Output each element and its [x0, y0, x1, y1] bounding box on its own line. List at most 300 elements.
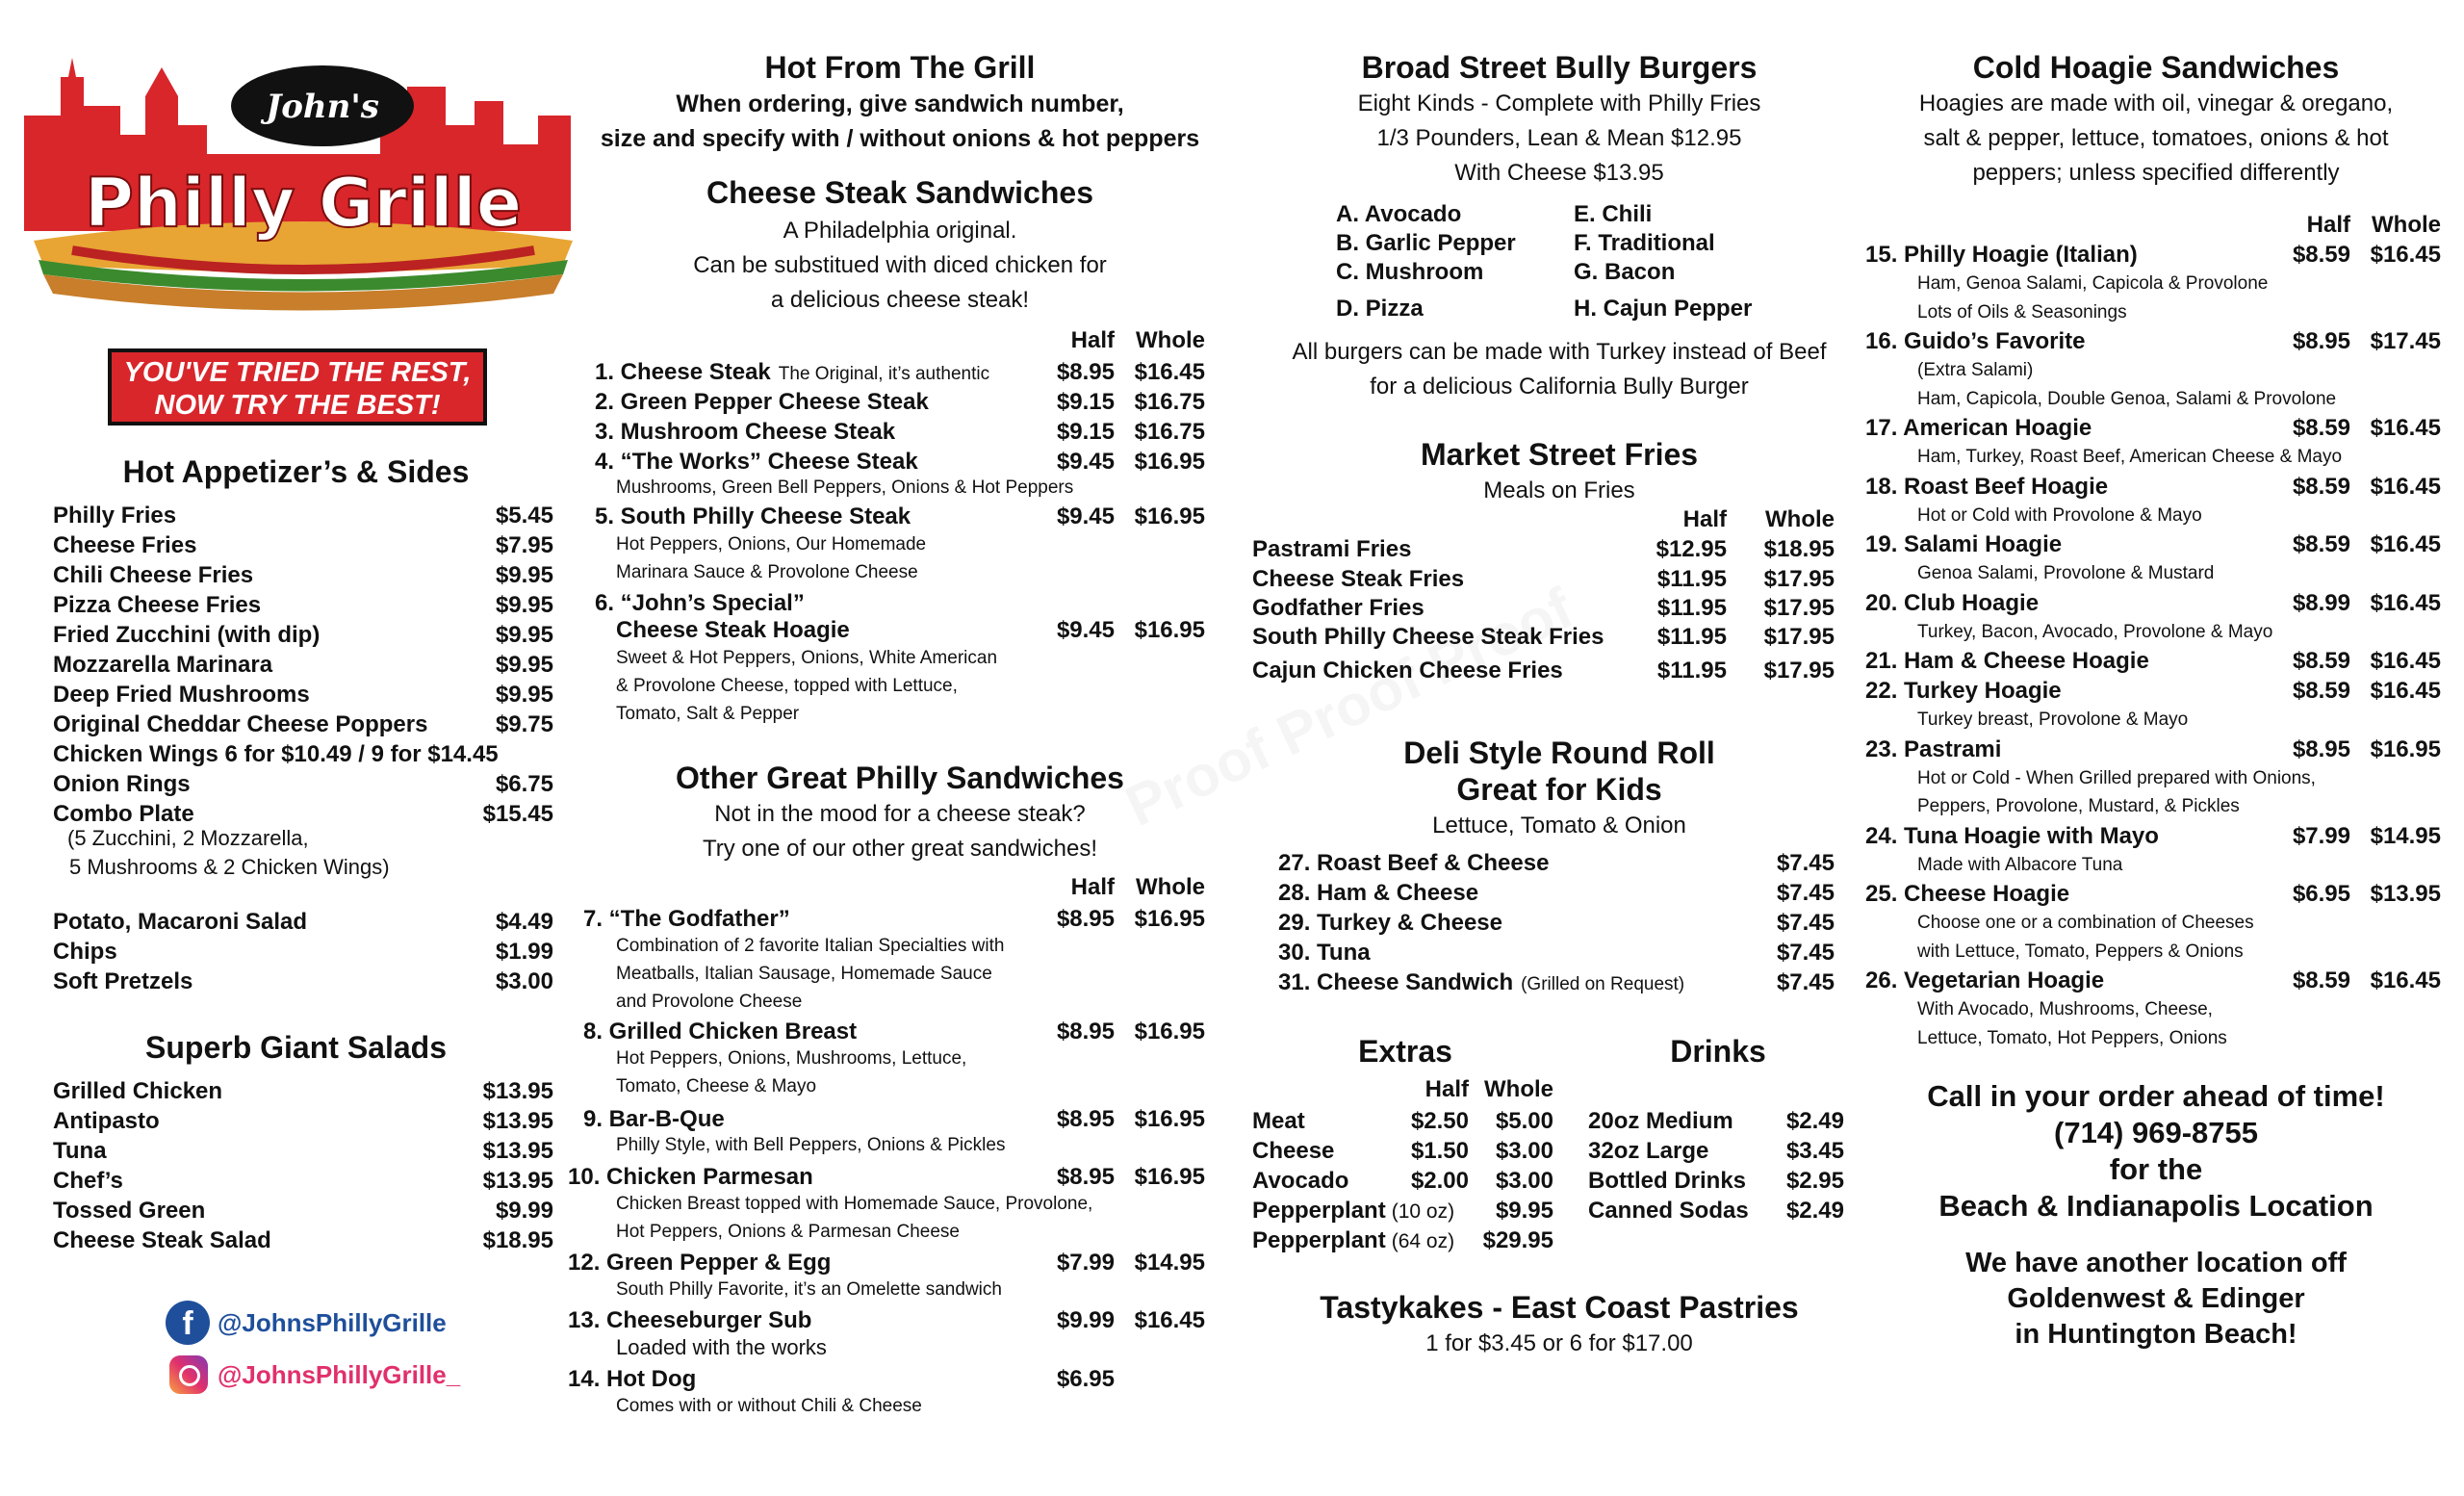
appetizer-item[interactable] — [53, 621, 320, 650]
fries-item[interactable] — [1252, 535, 1411, 564]
cheesesteak-item[interactable] — [595, 418, 895, 447]
deli-item-name: 30. Tuna — [1278, 940, 1371, 966]
callout-location: Beach & Indianapolis Location — [1938, 1189, 2374, 1223]
hoagie-whole-price: $16.45 — [2370, 531, 2441, 557]
hoagies-line-1: Hoagies are made with oil, vinegar & oregano, — [1918, 90, 2394, 116]
burgers-note-2: for a delicious California Bully Burger — [1370, 374, 1749, 400]
extras-whole-price: $3.00 — [1495, 1168, 1553, 1194]
fries-item[interactable] — [1252, 565, 1464, 594]
appetizer-item-name: Philly Fries — [53, 503, 177, 529]
cheesesteak-whole-price: $16.75 — [1134, 389, 1205, 415]
hoagie-item[interactable] — [1865, 589, 2039, 618]
burgers-line-1: Eight Kinds - Complete with Philly Fries — [1357, 90, 1761, 116]
extras-name: Pepperplant — [1252, 1198, 1386, 1224]
other-whole-price: $16.95 — [1134, 1106, 1205, 1132]
salad-item[interactable] — [53, 1077, 222, 1106]
hoagie-whole-price: $16.45 — [2370, 678, 2441, 704]
other-name: 13. Cheeseburger Sub — [568, 1307, 812, 1333]
instagram-link[interactable] — [169, 1352, 460, 1398]
other-whole-price: $14.95 — [1134, 1250, 1205, 1276]
extras-item[interactable] — [1252, 1226, 1454, 1255]
extras-item[interactable] — [1252, 1167, 1348, 1196]
side-item[interactable] — [53, 908, 307, 937]
hoagies-line-2: salt & pepper, lettuce, tomatoes, onions & hot — [1923, 125, 2389, 151]
hoagie-whole-price: $16.45 — [2370, 242, 2441, 268]
hoagie-half-price: $8.59 — [2292, 242, 2350, 268]
hoagie-name: 23. Pastrami — [1865, 735, 2002, 762]
hoagie-item[interactable] — [1865, 677, 2062, 706]
extras-half-label: Half — [1424, 1076, 1469, 1102]
other-item[interactable] — [568, 1306, 811, 1335]
hoagie-whole-price: $16.45 — [2370, 589, 2441, 616]
other-name: 10. Chicken Parmesan — [568, 1164, 813, 1190]
appetizer-item-name: Pizza Cheese Fries — [53, 592, 262, 618]
hoagie-item[interactable] — [1865, 880, 2069, 909]
hoagie-half-price: $6.95 — [2292, 881, 2350, 907]
salad-item-name: Cheese Steak Salad — [53, 1227, 271, 1253]
deli-item-name: 29. Turkey & Cheese — [1278, 910, 1503, 936]
deli-item[interactable] — [1278, 968, 1684, 997]
hoagie-name: 24. Tuna Hoagie with Mayo — [1865, 822, 2159, 849]
salad-item-price: $9.99 — [495, 1198, 553, 1224]
fries-whole-label: Whole — [1765, 506, 1835, 532]
cheesesteak-name: 5. South Philly Cheese Steak — [595, 503, 911, 529]
deli-item-price: $7.45 — [1776, 850, 1835, 876]
extras-whole-price: $9.95 — [1495, 1198, 1553, 1224]
hoagie-half-price: $8.59 — [2292, 473, 2350, 500]
hoagie-item[interactable] — [1865, 647, 2149, 676]
fries-item[interactable] — [1252, 594, 1424, 623]
burgers-note-1: All burgers can be made with Turkey instead of Beef — [1292, 339, 1827, 365]
salad-item[interactable] — [53, 1167, 123, 1196]
other-desc-7c: and Provolone Cheese — [616, 992, 803, 1012]
fries-name: South Philly Cheese Steak Fries — [1252, 624, 1604, 650]
other-line-1: Not in the mood for a cheese steak? — [714, 801, 1086, 827]
other-half-price: $6.95 — [1056, 1366, 1115, 1392]
salad-item-name: Chef’s — [53, 1168, 123, 1194]
appetizer-item-price: $7.95 — [495, 532, 553, 558]
salad-item-price: $18.95 — [482, 1227, 553, 1253]
hoagie-desc: (Extra Salami) — [1917, 360, 2034, 380]
slogan-line-2: NOW TRY THE BEST! — [154, 390, 441, 421]
hoagie-name: 25. Cheese Hoagie — [1865, 881, 2070, 907]
appetizer-item-name: Mozzarella Marinara — [53, 652, 273, 678]
drinks-item-price: $2.49 — [1785, 1198, 1844, 1224]
appetizer-item-price: $6.75 — [495, 771, 553, 797]
cheesesteaks-line-1: A Philadelphia original. — [783, 218, 1017, 244]
callout-line-1: Call in your order ahead of time! — [1927, 1079, 2385, 1113]
appetizer-item[interactable] — [53, 531, 196, 560]
fries-whole-price: $18.95 — [1763, 536, 1835, 562]
other-item[interactable] — [568, 1249, 831, 1277]
appetizer-item-price: $9.95 — [495, 592, 553, 618]
side-item-price: $3.00 — [495, 968, 553, 994]
hoagie-whole-price: $14.95 — [2370, 822, 2441, 849]
hoagies-line-3: peppers; unless specified differently — [1972, 160, 2340, 186]
cheesesteak-item[interactable] — [595, 388, 929, 417]
other-whole-price: $16.95 — [1134, 906, 1205, 932]
cheesesteak-desc-6c: Tomato, Salt & Pepper — [616, 704, 800, 724]
burger-kind[interactable]: E. Chili — [1574, 201, 1653, 227]
drinks-item[interactable] — [1588, 1197, 1749, 1225]
appetizer-item-price: $15.45 — [482, 801, 553, 827]
extras-note: (64 oz) — [1391, 1230, 1455, 1252]
hoagies-title: Cold Hoagie Sandwiches — [1972, 50, 2340, 85]
burgers-line-2: 1/3 Pounders, Lean & Mean $12.95 — [1376, 125, 1742, 151]
hoagie-desc: Genoa Salami, Provolone & Mustard — [1917, 563, 2215, 583]
other-desc-12: South Philly Favorite, it’s an Omelette sandwich — [616, 1279, 1002, 1300]
facebook-handle: @JohnsPhillyGrille — [218, 1307, 447, 1337]
cheesesteak-desc-4: Mushrooms, Green Bell Peppers, Onions & Hot Peppers — [616, 477, 1074, 498]
burger-kind[interactable]: D. Pizza — [1336, 296, 1424, 322]
deli-title-1: Deli Style Round Roll — [1403, 735, 1715, 770]
deli-item-name: 28. Ham & Cheese — [1278, 880, 1479, 906]
cheesesteak-half-price: $9.45 — [1056, 617, 1115, 643]
deli-item[interactable] — [1278, 849, 1549, 878]
hoagie-half-price: $8.59 — [2292, 678, 2350, 704]
other-name: 12. Green Pepper & Egg — [568, 1250, 832, 1276]
hoagie-name: 15. Philly Hoagie (Italian) — [1865, 242, 2138, 268]
hoagie-name: 26. Vegetarian Hoagie — [1865, 967, 2105, 993]
deli-item-note: (Grilled on Request) — [1521, 974, 1685, 994]
hoagie-name: 18. Roast Beef Hoagie — [1865, 473, 2109, 500]
fries-name: Cajun Chicken Cheese Fries — [1252, 658, 1563, 684]
cheesesteak-item[interactable] — [595, 358, 989, 387]
appetizer-item-name: Combo Plate — [53, 801, 194, 827]
extras-whole-price: $29.95 — [1482, 1227, 1553, 1253]
other-line-2: Try one of our other great sandwiches! — [703, 836, 1097, 862]
drinks-item-name: Bottled Drinks — [1588, 1168, 1747, 1194]
extras-title: Extras — [1358, 1034, 1452, 1069]
other-desc-7b: Meatballs, Italian Sausage, Homemade Sauce — [616, 964, 992, 984]
appetizer-item-name: Onion Rings — [53, 771, 191, 797]
other-desc-9: Philly Style, with Bell Peppers, Onions & Pickles — [616, 1135, 1006, 1155]
extras-note: (10 oz) — [1391, 1200, 1455, 1223]
hoagies-whole-label: Whole — [2372, 212, 2441, 238]
cheesesteaks-title: Cheese Steak Sandwiches — [706, 175, 1093, 210]
extras-name: Avocado — [1252, 1168, 1349, 1194]
appetizer-item[interactable] — [53, 561, 253, 590]
other-name: 9. Bar-B-Que — [583, 1106, 725, 1132]
other-item[interactable] — [583, 905, 790, 934]
other-whole-label: Whole — [1136, 874, 1205, 900]
deli-item[interactable] — [1278, 939, 1371, 967]
fries-half-price: $11.95 — [1656, 624, 1727, 650]
hoagie-desc: Peppers, Provolone, Mustard, & Pickles — [1917, 796, 2240, 816]
drinks-item[interactable] — [1588, 1167, 1746, 1196]
other-desc-7a: Combination of 2 favorite Italian Specialties with — [616, 936, 1005, 956]
deli-item[interactable] — [1278, 879, 1478, 908]
hoagie-desc: Ham, Genoa Salami, Capicola & Provolone — [1917, 273, 2269, 294]
fries-whole-price: $17.95 — [1763, 595, 1835, 621]
hoagie-desc: Hot or Cold - When Grilled prepared with Onions, — [1917, 767, 2316, 788]
tastykakes-title: Tastykakes - East Coast Pastries — [1320, 1290, 1799, 1325]
hoagie-item[interactable] — [1865, 822, 2159, 851]
cheesesteak-whole-price: $16.95 — [1134, 617, 1205, 643]
appetizer-item-price: $9.75 — [495, 711, 553, 737]
side-item-name: Chips — [53, 939, 117, 965]
salad-item[interactable] — [53, 1226, 271, 1255]
drinks-item-name: Canned Sodas — [1588, 1198, 1749, 1224]
appetizer-item-name: Chili Cheese Fries — [53, 562, 254, 588]
appetizer-item-name: Deep Fried Mushrooms — [53, 682, 310, 708]
hoagie-item[interactable] — [1865, 414, 2092, 443]
deli-item[interactable] — [1278, 909, 1502, 938]
appetizers-title: Hot Appetizer’s & Sides — [122, 454, 470, 489]
drinks-item-name: 32oz Large — [1588, 1138, 1709, 1164]
cheesesteak-name: 1. Cheese Steak — [595, 359, 771, 385]
fries-title: Market Street Fries — [1420, 437, 1699, 472]
combo-note-2: 5 Mushrooms & 2 Chicken Wings) — [69, 855, 390, 879]
cheesesteak-whole-price: $16.75 — [1134, 419, 1205, 445]
appetizer-item-name: Chicken Wings 6 for $10.49 / 9 for $14.45 — [53, 741, 499, 767]
cheesesteak-item[interactable] — [595, 589, 805, 618]
other-item[interactable] — [583, 1018, 857, 1046]
other-desc-10b: Hot Peppers, Onions & Parmesan Cheese — [616, 1222, 960, 1242]
cheesesteaks-half-label: Half — [1070, 327, 1115, 353]
cheesesteaks-line-2: Can be substitued with diced chicken for — [693, 252, 1107, 278]
salad-item-price: $13.95 — [482, 1138, 553, 1164]
hoagie-name: 20. Club Hoagie — [1865, 589, 2040, 616]
hoagie-half-price: $8.59 — [2292, 967, 2350, 993]
drinks-item[interactable] — [1588, 1137, 1708, 1166]
cheesesteaks-whole-label: Whole — [1136, 327, 1205, 353]
hoagie-whole-price: $17.45 — [2370, 328, 2441, 354]
side-item[interactable] — [53, 967, 192, 996]
burgers-title: Broad Street Bully Burgers — [1361, 50, 1758, 85]
cheesesteak-name: 6. “John’s Special” — [595, 590, 805, 616]
other-desc-14: Comes with or without Chili & Cheese — [616, 1396, 922, 1416]
fries-whole-price: $17.95 — [1763, 658, 1835, 684]
fries-half-label: Half — [1682, 506, 1727, 532]
callout-phone[interactable]: (714) 969-8755 — [2054, 1116, 2258, 1149]
salad-item[interactable] — [53, 1137, 107, 1166]
cheesesteak-item[interactable] — [595, 448, 918, 477]
salad-item[interactable] — [53, 1107, 160, 1136]
extras-name: Meat — [1252, 1108, 1305, 1134]
cheesesteak-whole-price: $16.45 — [1134, 359, 1205, 385]
drinks-item-name: 20oz Medium — [1588, 1108, 1733, 1134]
hoagie-half-price: $8.59 — [2292, 531, 2350, 557]
drinks-title: Drinks — [1670, 1034, 1766, 1069]
side-item[interactable] — [53, 938, 117, 967]
appetizer-item-name: Original Cheddar Cheese Poppers — [53, 711, 428, 737]
fries-item[interactable] — [1252, 623, 1604, 652]
other-item[interactable] — [583, 1105, 725, 1134]
cheesesteak-name: 3. Mushroom Cheese Steak — [595, 419, 896, 445]
other-title: Other Great Philly Sandwiches — [676, 761, 1124, 795]
appetizer-item-price: $9.95 — [495, 652, 553, 678]
fries-half-price: $11.95 — [1656, 595, 1727, 621]
hoagie-desc: Ham, Turkey, Roast Beef, American Cheese & Mayo — [1917, 447, 2343, 467]
side-item-name: Potato, Macaroni Salad — [53, 909, 308, 935]
appetizer-item-price: $9.95 — [495, 682, 553, 708]
hoagie-item[interactable] — [1865, 735, 2001, 764]
cheesesteak-desc-5b: Marinara Sauce & Provolone Cheese — [616, 562, 918, 582]
salad-item[interactable] — [53, 1197, 205, 1225]
appetizer-item-price: $9.95 — [495, 562, 553, 588]
hoagie-desc: With Avocado, Mushrooms, Cheese, — [1917, 999, 2213, 1019]
cheesesteaks-line-3: a delicious cheese steak! — [770, 287, 1030, 313]
hoagie-desc: Made with Albacore Tuna — [1917, 854, 2123, 875]
hoagie-item[interactable] — [1865, 241, 2138, 270]
hoagie-whole-price: $16.95 — [2370, 735, 2441, 762]
cheesesteak-name: 2. Green Pepper Cheese Steak — [595, 389, 929, 415]
drinks-item[interactable] — [1588, 1107, 1733, 1136]
appetizer-item[interactable] — [53, 710, 427, 739]
appetizer-item-price: $5.45 — [495, 503, 553, 529]
appetizer-item[interactable] — [53, 651, 272, 680]
hoagie-name: 19. Salami Hoagie — [1865, 531, 2063, 557]
extras-item[interactable] — [1252, 1137, 1334, 1166]
other-half-label: Half — [1070, 874, 1115, 900]
burger-kind[interactable]: G. Bacon — [1574, 259, 1676, 285]
deli-subtitle: Lettuce, Tomato & Onion — [1432, 812, 1686, 838]
hoagie-name: 16. Guido’s Favorite — [1865, 328, 2086, 354]
hoagies-half-label: Half — [2306, 212, 2350, 238]
appetizer-item-price: $9.95 — [495, 622, 553, 648]
hoagie-desc: with Lettuce, Tomato, Peppers & Onions — [1917, 941, 2244, 962]
extras-whole-label: Whole — [1484, 1076, 1553, 1102]
cheesesteak-half-price: $9.45 — [1056, 449, 1115, 475]
drinks-item-price: $3.45 — [1785, 1138, 1844, 1164]
deli-item-price: $7.45 — [1776, 969, 1835, 995]
hoagie-item[interactable] — [1865, 967, 2104, 995]
fries-name: Cheese Steak Fries — [1252, 566, 1465, 592]
hoagie-half-price: $8.59 — [2292, 648, 2350, 674]
side-item-name: Soft Pretzels — [53, 968, 193, 994]
burger-kind[interactable]: A. Avocado — [1336, 201, 1462, 227]
hoagie-half-price: $8.99 — [2292, 589, 2350, 616]
fries-name: Pastrami Fries — [1252, 536, 1412, 562]
cheesesteak-whole-price: $16.95 — [1134, 503, 1205, 529]
cheesesteak-name: 4. “The Works” Cheese Steak — [595, 449, 918, 475]
other-half-price: $8.95 — [1056, 1106, 1115, 1132]
burger-kind[interactable]: F. Traditional — [1574, 230, 1715, 256]
fries-name: Godfather Fries — [1252, 595, 1424, 621]
hoagie-desc: Turkey breast, Provolone & Mayo — [1917, 709, 2189, 730]
callout-line-6: Goldenwest & Edinger — [2007, 1283, 2305, 1314]
hoagie-name: 21. Ham & Cheese Hoagie — [1865, 648, 2149, 674]
appetizer-item[interactable] — [53, 591, 261, 620]
callout-line-3: for the — [2109, 1152, 2203, 1186]
fries-subtitle: Meals on Fries — [1483, 477, 1635, 503]
cheesesteak-desc-6a: Sweet & Hot Peppers, Onions, White American — [616, 648, 998, 668]
cheesesteak-desc-6b: & Provolone Cheese, topped with Lettuce, — [616, 676, 958, 696]
tastykakes-line: 1 for $3.45 or 6 for $17.00 — [1425, 1330, 1693, 1356]
burger-kind[interactable]: H. Cajun Pepper — [1574, 296, 1753, 322]
cheesesteak-name: Cheese Steak Hoagie — [616, 617, 850, 643]
slogan-banner — [108, 348, 487, 426]
hoagie-whole-price: $13.95 — [2370, 881, 2441, 907]
instagram-icon — [169, 1355, 208, 1394]
slogan-line-1: YOU'VE TRIED THE REST, — [123, 357, 472, 388]
salad-item-name: Antipasto — [53, 1108, 160, 1134]
deli-item-price: $7.45 — [1776, 910, 1835, 936]
fries-item[interactable] — [1252, 657, 1563, 685]
deli-item-name: 31. Cheese Sandwich — [1278, 969, 1514, 995]
appetizer-item[interactable] — [53, 502, 176, 530]
instagram-handle: @JohnsPhillyGrille_ — [218, 1359, 461, 1389]
burger-kind[interactable]: B. Garlic Pepper — [1336, 230, 1516, 256]
fries-half-price: $12.95 — [1656, 536, 1727, 562]
salad-item-name: Tuna — [53, 1138, 107, 1164]
hoagie-whole-price: $16.45 — [2370, 967, 2441, 993]
other-name: 14. Hot Dog — [568, 1366, 697, 1392]
cheesesteak-half-price: $9.15 — [1056, 389, 1115, 415]
hoagie-desc: Lettuce, Tomato, Hot Peppers, Onions — [1917, 1027, 2227, 1048]
hoagie-half-price: $8.95 — [2292, 328, 2350, 354]
hoagie-half-price: $8.95 — [2292, 735, 2350, 762]
side-item-price: $4.49 — [495, 909, 553, 935]
cheesesteak-item[interactable] — [595, 503, 911, 531]
callout-line-7: in Huntington Beach! — [2015, 1319, 2297, 1350]
hoagie-item[interactable] — [1865, 327, 2086, 356]
extras-half-price: $2.50 — [1410, 1108, 1469, 1134]
callout-line-5: We have another location off — [1965, 1248, 2347, 1278]
fries-half-price: $11.95 — [1656, 566, 1727, 592]
cheesesteak-whole-price: $16.95 — [1134, 449, 1205, 475]
hoagie-desc: Turkey, Bacon, Avocado, Provolone & Mayo — [1917, 621, 2273, 642]
extras-item[interactable] — [1252, 1197, 1454, 1225]
burger-kind[interactable]: C. Mushroom — [1336, 259, 1484, 285]
hoagie-name: 17. American Hoagie — [1865, 415, 2092, 441]
hoagie-desc: Lots of Oils & Seasonings — [1917, 301, 2127, 322]
cheesesteak-note: The Original, it’s authentic — [778, 364, 990, 384]
hoagie-item[interactable] — [1865, 473, 2108, 502]
appetizer-item[interactable] — [53, 740, 499, 769]
logo-script-text: John's — [266, 88, 379, 126]
appetizer-item[interactable] — [53, 770, 191, 799]
deli-title-2: Great for Kids — [1456, 772, 1662, 807]
callout — [1858, 1078, 2454, 1353]
hoagie-desc: Hot or Cold with Provolone & Mayo — [1917, 504, 2202, 526]
appetizer-item[interactable] — [53, 681, 310, 709]
other-item[interactable] — [568, 1365, 696, 1394]
hoagie-name: 22. Turkey Hoagie — [1865, 678, 2062, 704]
grill-title: Hot From The Grill — [764, 50, 1036, 85]
burgers-line-3: With Cheese $13.95 — [1454, 160, 1664, 186]
other-desc-8a: Hot Peppers, Onions, Mushrooms, Lettuce, — [616, 1048, 967, 1069]
other-item[interactable] — [568, 1163, 813, 1192]
salad-item-name: Tossed Green — [53, 1198, 206, 1224]
other-half-price: $9.99 — [1056, 1307, 1115, 1333]
other-half-price: $8.95 — [1056, 1019, 1115, 1045]
other-desc-8b: Tomato, Cheese & Mayo — [616, 1076, 817, 1096]
extras-item[interactable] — [1252, 1107, 1305, 1136]
logo-main-text: Philly Grille — [84, 164, 523, 243]
hoagie-half-price: $8.59 — [2292, 415, 2350, 441]
hoagie-item[interactable] — [1865, 530, 2062, 559]
hoagie-whole-price: $16.45 — [2370, 415, 2441, 441]
hoagie-desc: Choose one or a combination of Cheeses — [1917, 913, 2254, 933]
other-desc-13: Loaded with the works — [616, 1335, 827, 1359]
cheesesteak-half-price: $9.45 — [1056, 503, 1115, 529]
salad-item-name: Grilled Chicken — [53, 1078, 223, 1104]
fries-half-price: $11.95 — [1656, 658, 1727, 684]
appetizer-item-name: Cheese Fries — [53, 532, 197, 558]
hoagie-whole-price: $16.45 — [2370, 648, 2441, 674]
other-half-price: $8.95 — [1056, 1164, 1115, 1190]
cheesesteak-item[interactable] — [616, 616, 850, 645]
deli-item-price: $7.45 — [1776, 880, 1835, 906]
facebook-link[interactable] — [166, 1300, 447, 1346]
deli-item-name: 27. Roast Beef & Cheese — [1278, 850, 1550, 876]
drinks-item-price: $2.95 — [1785, 1168, 1844, 1194]
deli-item-price: $7.45 — [1776, 940, 1835, 966]
grill-line-2: size and specify with / without onions & hot peppers — [600, 125, 1200, 152]
other-desc-10a: Chicken Breast topped with Homemade Sauce, Provolone, — [616, 1194, 1093, 1214]
